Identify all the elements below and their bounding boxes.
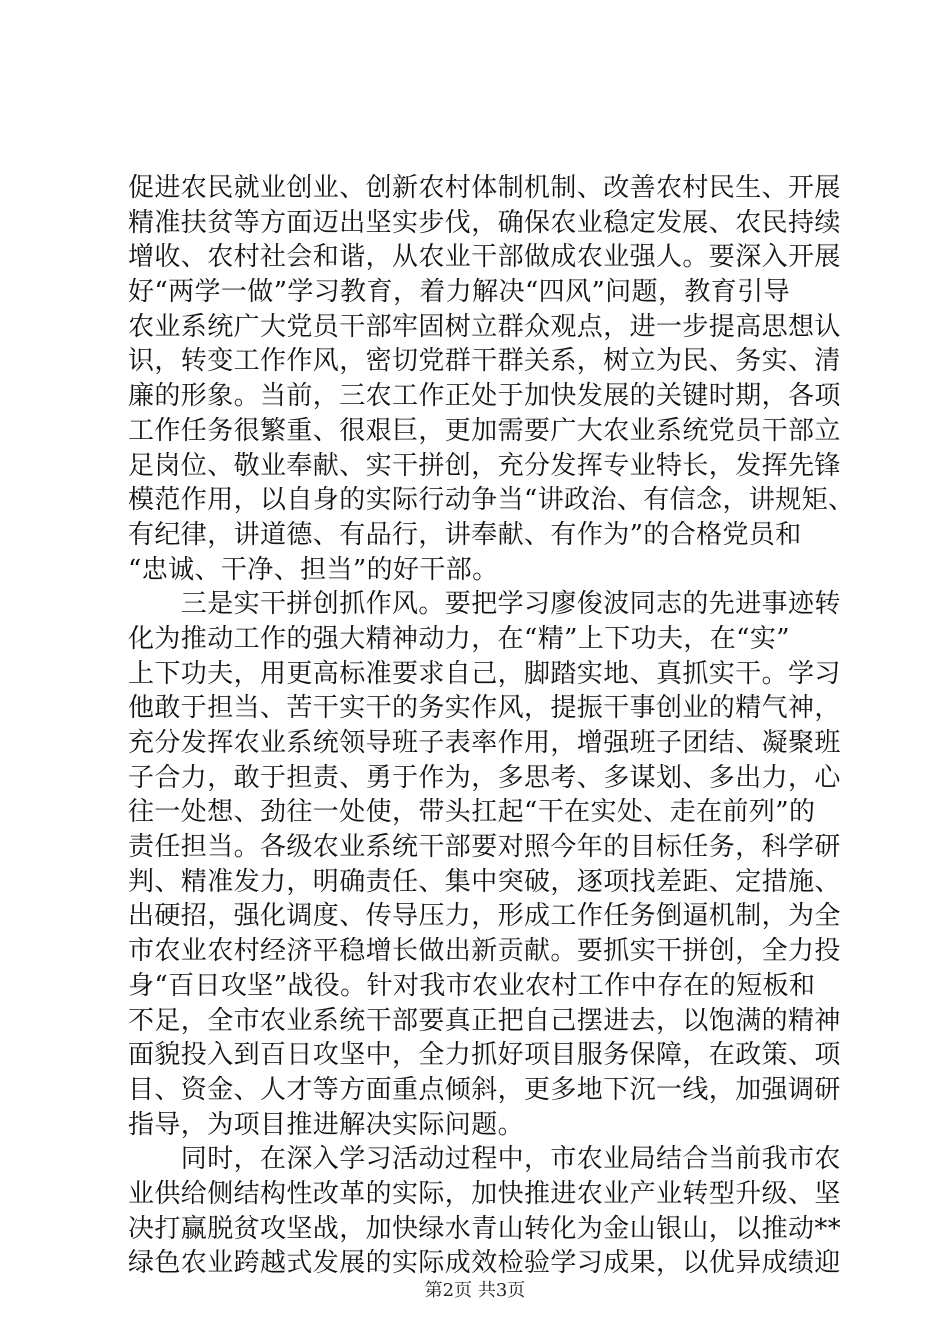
text-line: 判、精准发力，明确责任、集中突破，逐项找差距、定措施、 [128,866,841,897]
text-line: 面貌投入到百日攻坚中，全力抓好项目服务保障，在政策、项 [128,1040,841,1071]
text-line: 识，转变工作作风，密切党群干群关系，树立为民、务实、清 [128,346,841,377]
text-line: 往一处想、劲往一处使，带头扛起“干在实处、走在前列”的 [128,797,816,828]
text-line: 责任担当。各级农业系统干部要对照今年的目标任务，科学研 [128,832,841,863]
text-line: 指导，为项目推进解决实际问题。 [128,1109,525,1140]
text-line: 目、资金、人才等方面重点倾斜，更多地下沉一线，加强调研 [128,1074,841,1105]
text-line: 促进农民就业创业、创新农村体制机制、改善农村民生、开展 [128,173,841,203]
text-line: 农业系统广大党员干部牢固树立群众观点，进一步提高思想认 [128,311,841,342]
text-line: 充分发挥农业系统领导班子表率作用，增强班子团结、凝聚班 [128,728,841,758]
text-line: 业供给侧结构性改革的实际，加快推进农业产业转型升级、坚 [128,1178,841,1209]
text-line: 子合力，敢于担责、勇于作为，多思考、多谋划、多出力，心 [128,762,841,793]
text-line: 化为推动工作的强大精神动力，在“精”上下功夫，在“实” [128,623,790,654]
text-line: 同时，在深入学习活动过程中，市农业局结合当前我市农 [128,1144,841,1175]
text-line: 足岗位、敬业奉献、实干拼创，充分发挥专业特长，发挥先锋 [128,450,841,481]
text-line: 他敢于担当、苦干实干的务实作风，提振干事创业的精气神， [128,693,841,724]
text-line: 三是实干拼创抓作风。要把学习廖俊波同志的先进事迹转 [128,589,841,620]
text-line: 好“两学一做”学习教育，着力解决“四风”问题，教育引导 [128,277,790,308]
text-line: 身“百日攻坚”战役。针对我市农业农村工作中存在的短板和 [128,970,816,1001]
text-line: 出硬招，强化调度、传导压力，形成工作任务倒逼机制，为全 [128,901,841,932]
text-line: 模范作用，以自身的实际行动争当“讲政治、有信念，讲规矩、 [128,485,855,516]
text-line: 不足，全市农业系统干部要真正把自己摆进去，以饱满的精神 [128,1005,841,1036]
text-line: “忠诚、干净、担当”的好干部。 [128,554,499,585]
text-line: 绿色农业跨越式发展的实际成效检验学习成果，以优异成绩迎 [128,1248,841,1279]
body-text [128,171,855,1281]
text-line: 工作任务很繁重、很艰巨，更加需要广大农业系统党员干部立 [128,415,841,446]
text-line: 上下功夫，用更高标准要求自己，脚踏实地、真抓实干。学习 [128,658,841,689]
text-line: 廉的形象。当前，三农工作正处于加快发展的关键时期，各项 [128,381,841,412]
text-line: 有纪律，讲道德、有品行，讲奉献、有作为”的合格党员和 [128,519,802,550]
text-line: 决打赢脱贫攻坚战，加快绿水青山转化为金山银山，以推动** [128,1213,842,1244]
page-footer: 第2页 共3页 [424,1280,526,1301]
text-line: 精准扶贫等方面迈出坚实步伐，确保农业稳定发展、农民持续 [128,207,841,238]
text-line: 市农业农村经济平稳增长做出新贡献。要抓实干拼创，全力投 [128,936,841,967]
text-line: 增收、农村社会和谐，从农业干部做成农业强人。要深入开展 [128,242,841,273]
